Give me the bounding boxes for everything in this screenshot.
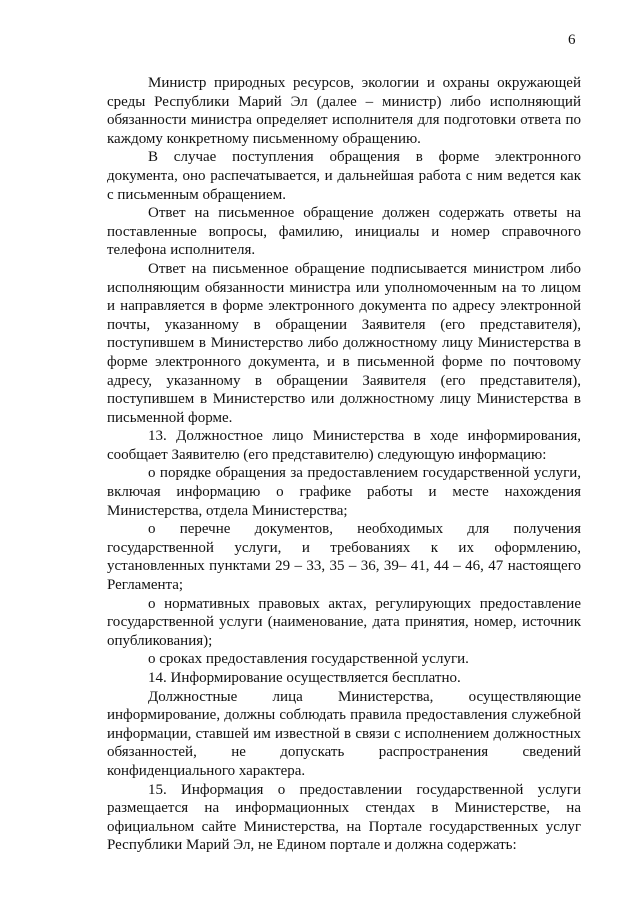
paragraph-service-terms: о сроках предоставления государственной услуги.: [148, 651, 469, 668]
paragraph-answer-content: Ответ на письменное обращение должен содержать ответы на поставленные вопросы, фамилию, инициалы и номер справочного телефона исполнителя.: [107, 205, 581, 259]
paragraph-item-15: 15. Информация о предоставлении государственной услуги размещается на информационных стендах в Министерстве, на официальном сайте Министерства, на Портале государственных услуг Республики Марий Эл, не Едином портале и должна содержать:: [107, 781, 581, 854]
paragraph-electronic-appeal: В случае поступления обращения в форме электронного документа, оно распечатывается, и дальнейшая работа с ним ведется как с письменным обращением.: [107, 149, 581, 203]
paragraph-legal-acts: о нормативных правовых актах, регулирующих предоставление государственной услуги (наименование, дата принятия, номер, источник опубликования);: [107, 595, 581, 649]
document-body: [107, 74, 581, 855]
paragraph-procedure-info: о порядке обращения за предоставлением государственной услуги, включая информацию о графике работы и месте нахождения Министерства, отдела Министерства;: [107, 465, 581, 519]
paragraph-minister-executor: Министр природных ресурсов, экологии и охраны окружающей среды Республики Марий Эл (далее – министр) либо исполняющий обязанности министра определяет исполнителя для подготовки ответа по каждому конкретному письменному обращению.: [107, 75, 581, 147]
page-number: 6: [568, 32, 576, 48]
paragraph-item-13: 13. Должностное лицо Министерства в ходе информирования, сообщает Заявителю (его представителю) следующую информацию:: [107, 428, 581, 463]
paragraph-officials-duties: Должностные лица Министерства, осуществляющие информирование, должны соблюдать правила предоставления служебной информации, ставшей им известной в связи с исполнением должностных обязанностей, не допускать распространения сведений конфиденциального характера.: [107, 688, 581, 779]
paragraph-documents-list: о перечне документов, необходимых для получения государственной услуги, и требованиях к их оформлению, установленных пунктами 29 – 33, 35 – 36, 39– 41, 44 – 46, 47 настоящего Регламента;: [107, 521, 581, 594]
paragraph-answer-signing: Ответ на письменное обращение подписывается министром либо исполняющим обязанности министра или уполномоченным на то лицом и направляется в форме электронного документа по адресу электронной почты, указанному в обращении Заявителя (его представителя), поступившем в Министерство либо должностному лицу Министерства в форме электронного документа, и в письменной форме по почтовому адресу, указанному в обращении Заявителя (его представителя), поступившем в Министерство или должностному лицу Министерства в письменной форме.: [107, 260, 581, 426]
paragraph-item-14: 14. Информирование осуществляется бесплатно.: [148, 670, 461, 686]
